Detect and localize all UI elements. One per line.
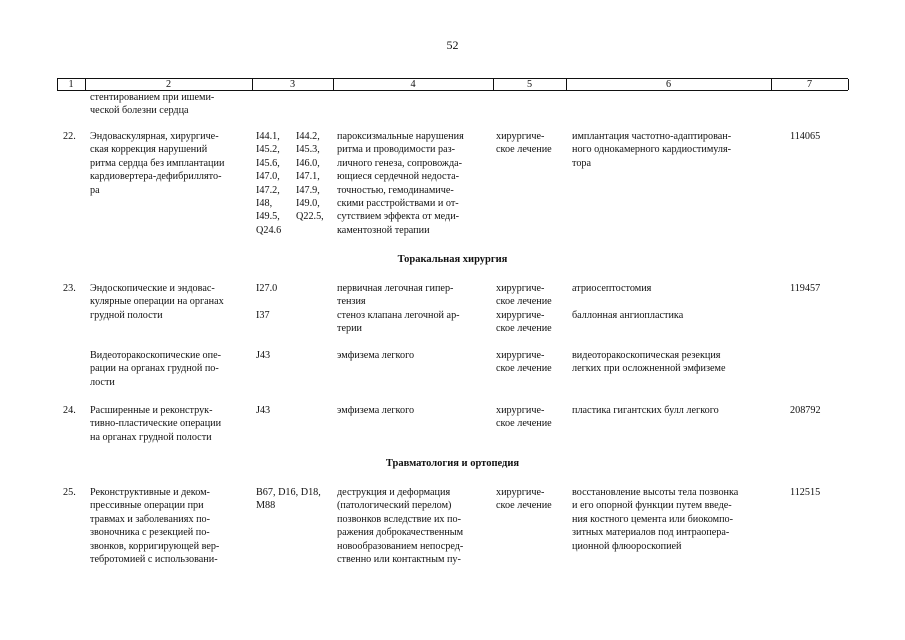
row-23-code-a: I27.0	[256, 283, 278, 294]
row-24-number: 24.	[63, 405, 76, 416]
col-header-5: 5	[526, 79, 533, 90]
col-header-4: 4	[410, 79, 416, 90]
row-25-number: 25.	[63, 487, 76, 498]
row-24-treatment-type: хирургиче- ское лечение	[496, 405, 552, 430]
row-25-method: Реконструктивные и деком- прессивные операции при травмах и заболеваниях по- звоночника с резекцией по- звонков, корригирующей вер- тебротомией с использовани-	[90, 487, 220, 566]
row-23b-code: J43	[256, 350, 271, 361]
row-23-cost: 119457	[790, 283, 821, 294]
row-24-cost: 208792	[790, 405, 821, 416]
row-22-diagnosis: пароксизмальные нарушения ритма и проводимости раз- личного генеза, сопровожда- ющиеся сердечной недоста- точностью, гемодинамиче- скими расстройствами и от- сутствием эффекта от меди- каментозной терапии	[337, 131, 464, 236]
row-24-code: J43	[256, 405, 271, 416]
row-23-code-b: I37	[256, 310, 270, 321]
row-22-number: 22.	[63, 131, 76, 142]
row-25-treatment-method: восстановление высоты тела позвонка и его опорной функции путем введе- ния костного цемента или биокомпо- зитных материалов под интраопера- ционной флюороскопией	[572, 487, 739, 552]
row-22-codes-left: I44.1, I45.2, I45.6, I47.0, I47.2, I48, I49.5, Q24.6	[256, 131, 282, 236]
row-24-method: Расширенные и реконструк- тивно-пластические операции на органах грудной полости	[90, 405, 222, 443]
col-header-7: 7	[806, 79, 813, 90]
row-22-treatment-type: хирургиче- ское лечение	[496, 131, 552, 156]
section-heading-thoracic: Торакальная хирургия	[397, 254, 508, 265]
page-number: 52	[446, 38, 459, 52]
row-23-treatment-method-a: атриосептостомия	[572, 283, 652, 294]
row-23-method: Эндоскопические и эндовас- кулярные операции на органах грудной полости	[90, 283, 224, 321]
col-header-1: 1	[68, 79, 74, 90]
row-23-diagnosis-b: стеноз клапана легочной ар- терии	[337, 310, 460, 335]
row-22-treatment-method: имплантация частотно-адаптирован- ного однокамерного кардиостимуля- тора	[572, 131, 732, 169]
row-23b-treatment-method: видеоторакоскопическая резекция легких при осложненной эмфиземе	[572, 350, 726, 375]
section-heading-trauma: Травматология и ортопедия	[385, 458, 520, 469]
row-23-treatment-method-b: баллонная ангиопластика	[572, 310, 684, 321]
row-22-method: Эндоваскулярная, хирургиче- ская коррекция нарушений ритма сердца без имплантации кардиовертера-дефибриллято- ра	[90, 131, 225, 196]
row-23b-method: Видеоторакоскопические опе- рации на органах грудной по- лости	[90, 350, 222, 388]
row-23-diagnosis-a: первичная легочная гипер- тензия	[337, 283, 454, 308]
row-23-number: 23.	[63, 283, 76, 294]
continued-method-text: стентированием при ишеми- ческой болезни сердца	[90, 92, 215, 117]
row-23b-treatment-type: хирургиче- ское лечение	[496, 350, 552, 375]
row-22-cost: 114065	[790, 131, 821, 142]
col-header-2: 2	[165, 79, 172, 90]
row-23-treatment-type-b: хирургиче- ское лечение	[496, 310, 552, 335]
row-25-cost: 112515	[790, 487, 821, 498]
col-header-6: 6	[665, 79, 672, 90]
row-23-treatment-type-a: хирургиче- ское лечение	[496, 283, 552, 308]
row-25-treatment-type: хирургиче- ское лечение	[496, 487, 552, 512]
row-24-diagnosis: эмфизема легкого	[337, 405, 415, 416]
row-22-codes-right: I44.2, I45.3, I46.0, I47.1, I47.9, I49.0, Q22.5,	[296, 131, 324, 223]
row-25-diagnosis: деструкция и деформация (патологический перелом) позвонков вследствие их по- ражения доброкачественным новообразованием непосред- ственно или контактным пу-	[337, 487, 464, 566]
row-23b-diagnosis: эмфизема легкого	[337, 350, 415, 361]
col-header-3: 3	[289, 79, 296, 90]
row-25-codes: B67, D16, D18, M88	[256, 487, 321, 512]
row-24-treatment-method: пластика гигантских булл легкого	[572, 405, 719, 416]
